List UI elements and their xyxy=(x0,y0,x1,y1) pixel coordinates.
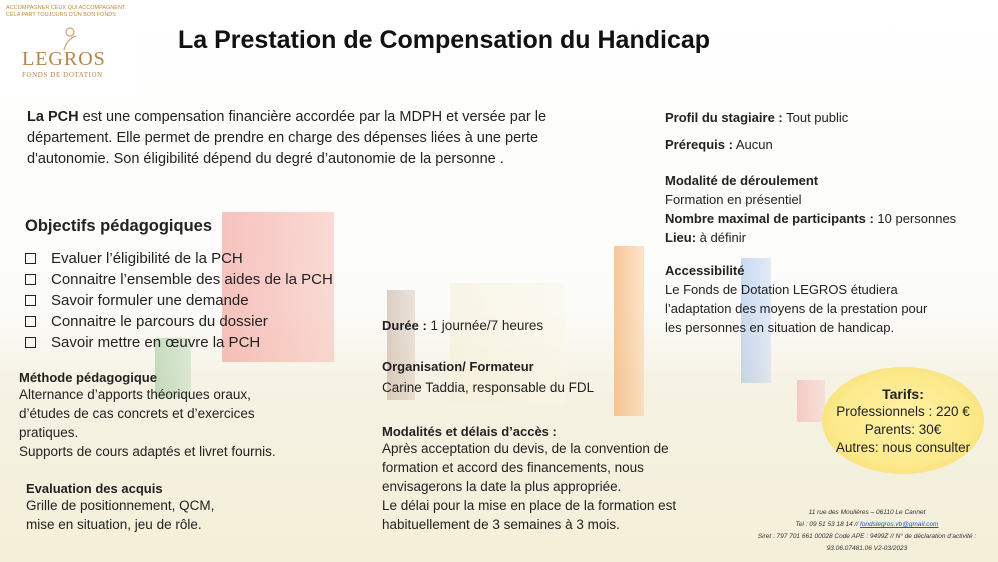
footer-address: 11 rue des Moulières – 06110 Le Cannet xyxy=(808,509,926,516)
methode-heading: Méthode pédagogique xyxy=(19,370,157,385)
lieu-value: à définir xyxy=(696,230,746,245)
lieu-label: Lieu: xyxy=(665,230,697,245)
modalites-line: Le délai pour la mise en place de la formation est xyxy=(382,498,677,513)
list-item xyxy=(25,332,333,353)
objective-text: Evaluer l’éligibilité de la PCH xyxy=(51,250,243,267)
list-item xyxy=(25,290,333,311)
objective-text: Connaitre le parcours du dossier xyxy=(51,313,268,330)
profil-label: Profil du stagiaire : xyxy=(665,110,783,125)
footer-contact xyxy=(747,507,987,555)
methode-line: Alternance d’apports théoriques oraux, xyxy=(19,387,251,402)
methode-line: pratiques. xyxy=(19,425,79,440)
intro-lead: La PCH xyxy=(27,109,79,125)
organisation-heading: Organisation/ Formateur xyxy=(382,359,534,374)
modalites-section xyxy=(382,424,742,534)
tarif-line: Parents: 30€ xyxy=(864,422,942,437)
checkbox-icon xyxy=(25,253,36,264)
logo xyxy=(0,0,137,98)
accessibilite-heading: Accessibilité xyxy=(665,263,745,278)
footer-siret: Siret : 797 701 661 00028 Code APE : 9499Z // N° de déclaration d’activité : xyxy=(757,533,977,540)
list-item xyxy=(25,311,333,332)
modalites-heading: Modalités et délais d’accès : xyxy=(382,424,557,439)
prerequis-value: Aucun xyxy=(732,137,773,152)
modalites-line: habituellement de 3 semaines à 3 mois. xyxy=(382,517,620,532)
footer-email-link[interactable]: fondslegros.vb@gmail.com xyxy=(859,521,939,528)
footer-declaration: 93.06.07481.06 V2-03/2023 xyxy=(826,545,908,552)
objective-text: Connaitre l’ensemble des aides de la PCH xyxy=(51,271,333,288)
evaluation-section xyxy=(26,481,326,534)
objectives-heading: Objectifs pédagogiques xyxy=(25,217,213,235)
checkbox-icon xyxy=(25,295,36,306)
list-item xyxy=(25,269,333,290)
checkbox-icon xyxy=(25,316,36,327)
logo-tagline-line1: ACCOMPAGNER CEUX QUI ACCOMPAGNENT xyxy=(6,5,126,11)
checkbox-icon xyxy=(25,337,36,348)
logo-tagline xyxy=(6,5,125,19)
organisation-section xyxy=(382,359,742,397)
evaluation-line: Grille de positionnement, QCM, xyxy=(26,498,215,513)
profil-value: Tout public xyxy=(782,110,849,125)
evaluation-heading: Evaluation des acquis xyxy=(26,481,163,496)
page-title: La Prestation de Compensation du Handicap xyxy=(178,26,711,54)
modalites-line: formation et accord des financements, nous xyxy=(382,460,644,475)
tarif-line: Autres: nous consulter xyxy=(835,440,971,455)
modalites-line: Après acceptation du devis, de la convention de xyxy=(382,441,669,456)
participants-value: 10 personnes xyxy=(873,211,957,226)
accessibilite-line: Le Fonds de Dotation LEGROS étudiera xyxy=(665,282,898,297)
accessibilite-section xyxy=(665,261,995,337)
checkbox-icon xyxy=(25,274,36,285)
logo-name: LEGROS xyxy=(22,48,106,70)
methode-line: d’études de cas concrets et d’exercices xyxy=(19,406,255,421)
prerequis-row xyxy=(665,135,995,154)
accessibilite-line: l’adaptation des moyens de la prestation pour xyxy=(665,301,928,316)
deroulement-value: Formation en présentiel xyxy=(665,192,802,207)
logo-subtitle: FONDS DE DOTATION xyxy=(22,71,103,79)
footer-tel: Tel : 09 51 53 18 14 // xyxy=(795,521,859,528)
objective-text: Savoir mettre en œuvre la PCH xyxy=(51,334,261,351)
prerequis-label: Prérequis : xyxy=(665,137,733,152)
intro-paragraph xyxy=(27,107,612,170)
intro-text: est une compensation financière accordée par la MDPH et versée par le département. Elle permet de prendre en charge des dépenses liées à une perte d'autonomie. Son éligibilité dépend du degré d’autonomie de la personne . xyxy=(27,109,547,167)
modalites-line: envisagerons la date la plus appropriée. xyxy=(382,479,622,494)
pillar-pink xyxy=(797,380,825,422)
duree-value: 1 journée/7 heures xyxy=(426,318,544,333)
evaluation-line: mise en situation, jeu de rôle. xyxy=(26,517,202,532)
tarif-line: Professionnels : 220 € xyxy=(836,404,970,419)
profil-row xyxy=(665,108,995,127)
deroulement-section xyxy=(665,171,995,247)
objective-text: Savoir formuler une demande xyxy=(51,292,249,309)
duree-label: Durée : xyxy=(382,318,427,333)
participants-label: Nombre maximal de participants : xyxy=(665,211,874,226)
list-item xyxy=(25,248,333,269)
footer-tel-row xyxy=(747,519,987,531)
tarifs-heading: Tarifs: xyxy=(882,386,924,402)
deroulement-heading: Modalité de déroulement xyxy=(665,173,819,188)
tarifs-badge xyxy=(822,367,984,474)
objectives-list xyxy=(25,248,333,353)
methode-section xyxy=(19,370,319,461)
accessibilite-line: les personnes en situation de handicap. xyxy=(665,320,895,335)
logo-tagline-line2: CELA PART TOUJOURS D'UN BON FONDS xyxy=(6,12,116,18)
organisation-value: Carine Taddia, responsable du FDL xyxy=(382,380,595,395)
methode-line: Supports de cours adaptés et livret fournis. xyxy=(19,444,276,459)
